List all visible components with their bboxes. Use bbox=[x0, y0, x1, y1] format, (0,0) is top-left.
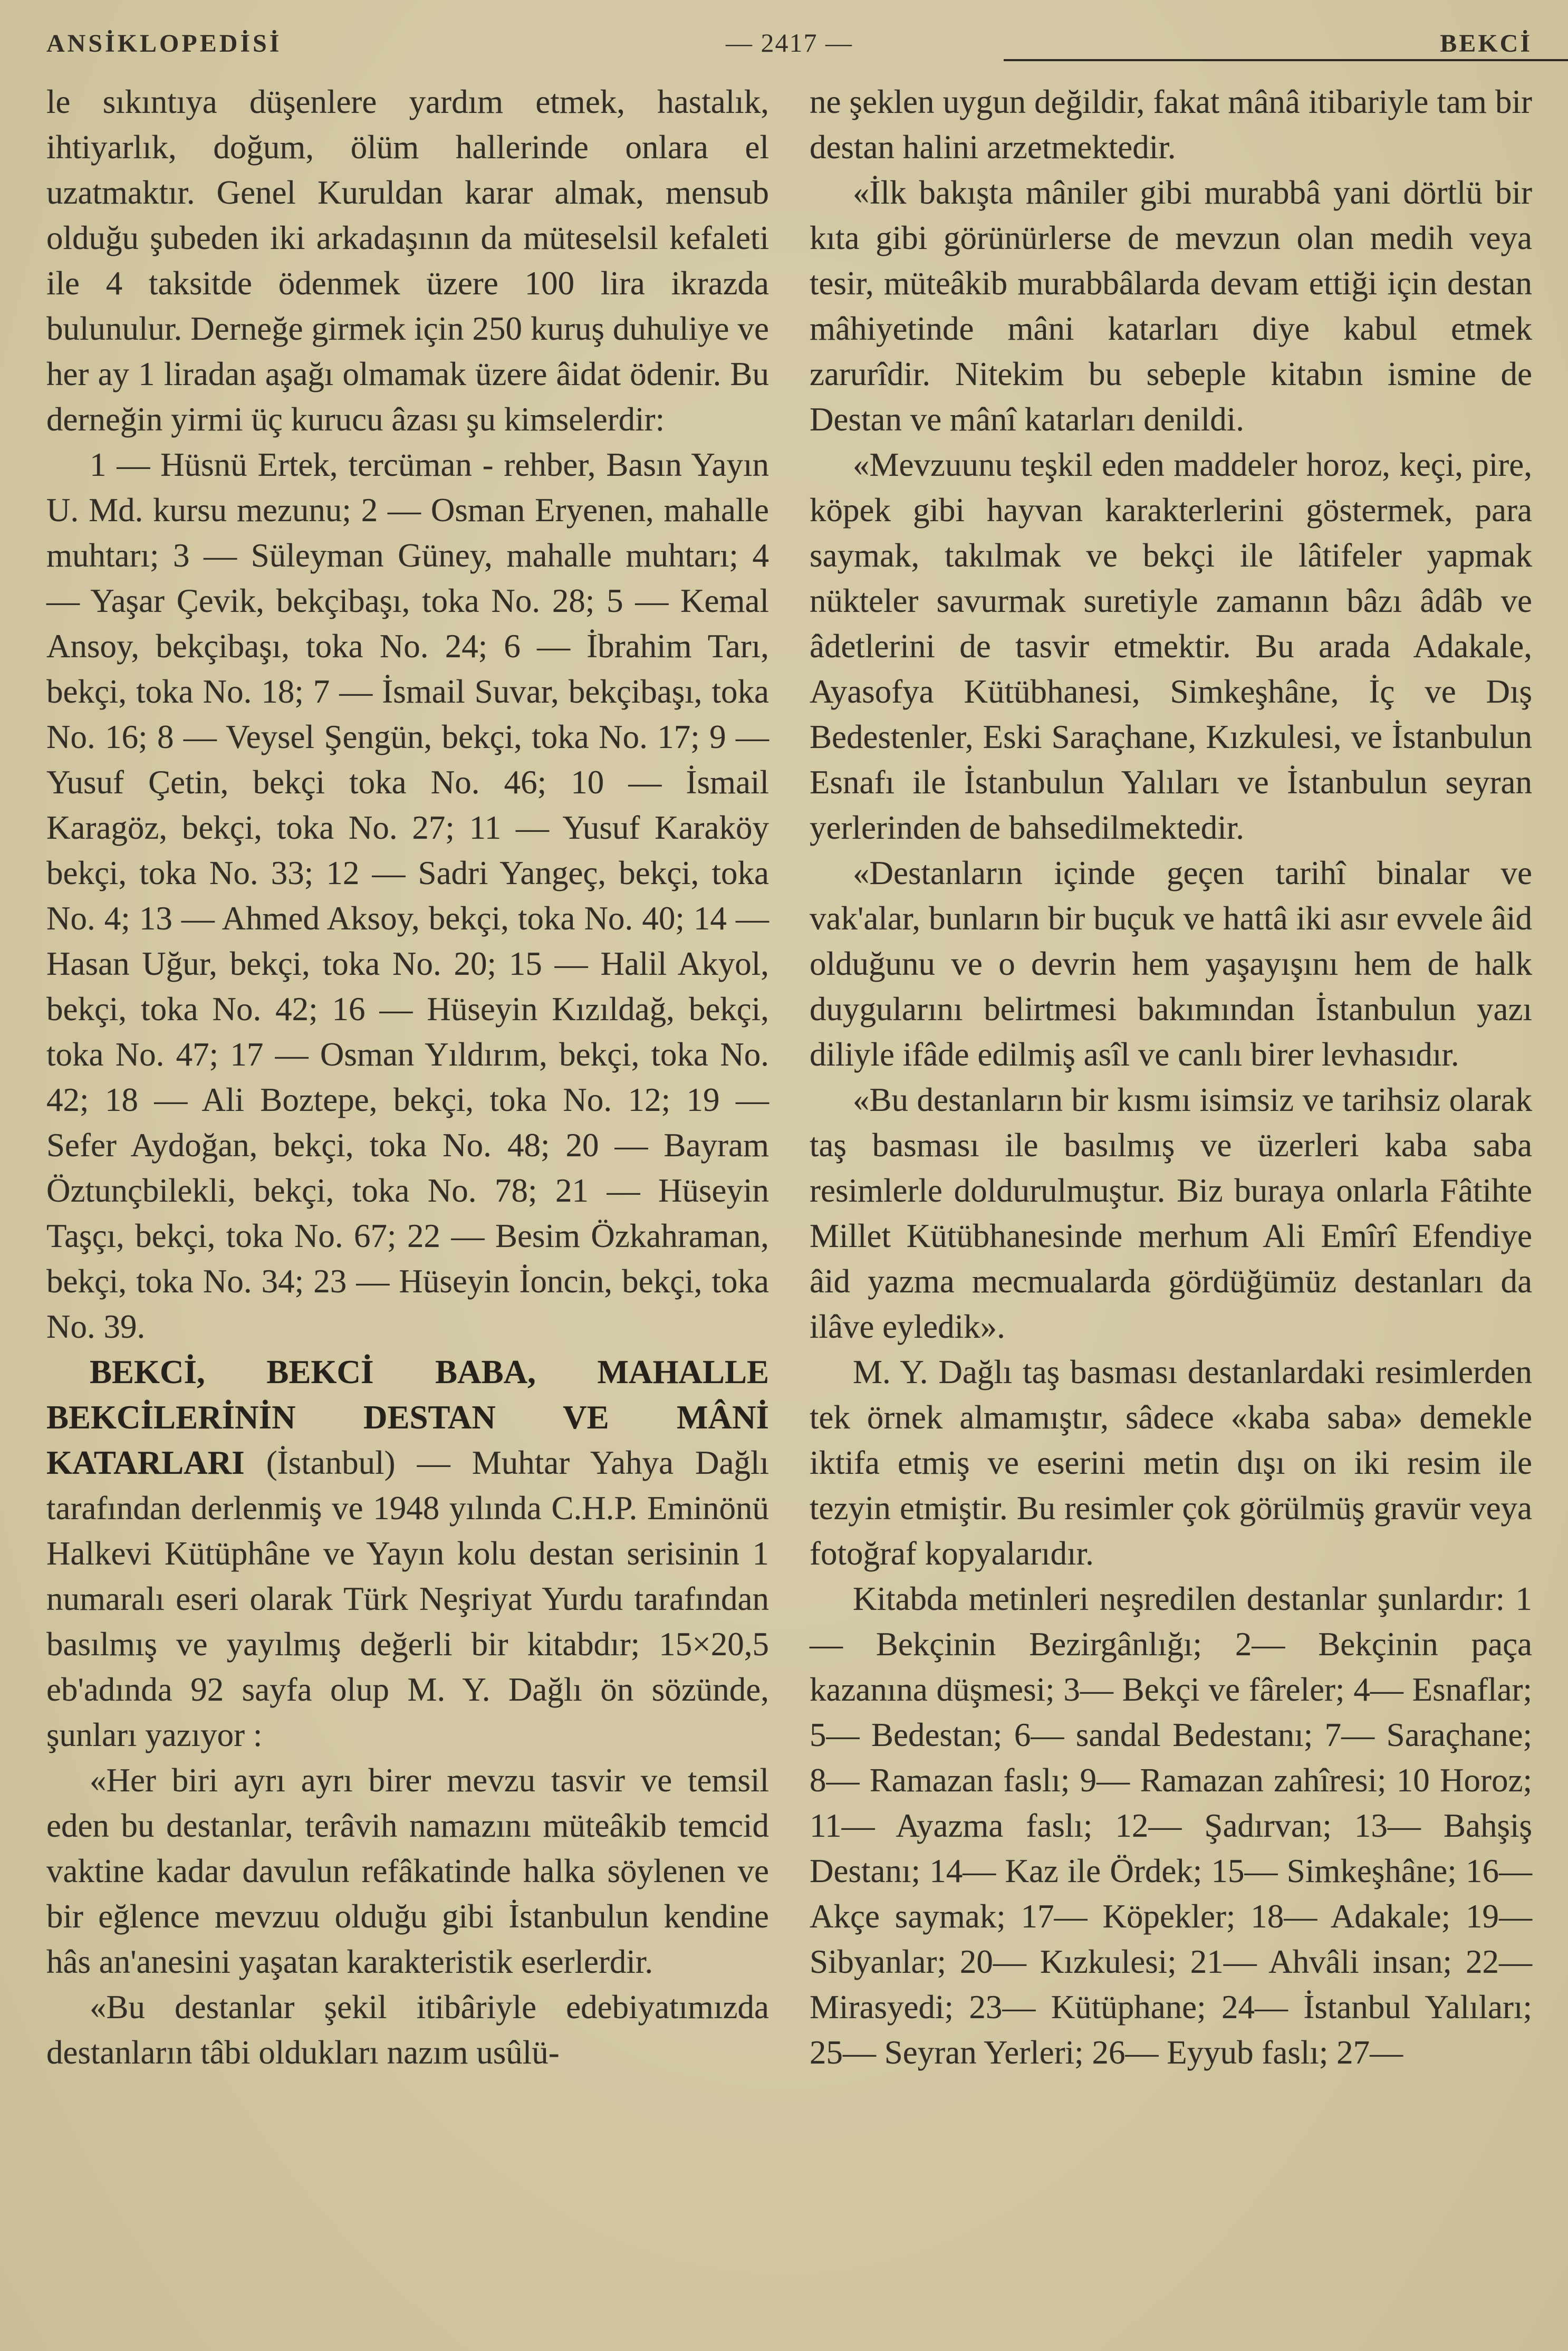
paragraph-text: «Mevzuunu teşkil eden maddeler horoz, keçi, pire, köpek gibi hayvan karakterlerini göstermek, para saymak, takılmak ve bekçi ile lâtifeler yapmak nükteler savurmak suretiyle zamanın bâzı âdâb ve âdetlerini de tasvir etmektir. Bu arada Adakale, Ayasofya Kütübhanesi, Simkeşhâne, İç ve Dış Bedestenler, Eski Saraçhane, Kızkulesi, ve İstanbulun Esnafı ile İstanbulun Yalıları ve İstanbulun seyran yerlerinden de bahsedilmektedir. bbox=[810, 446, 1532, 846]
paragraph-text: M. Y. Dağlı taş basması destanlardaki resimlerden tek örnek almamıştır, sâdece «kaba saba» demekle iktifa etmiş ve eserini metin dışı on iki resim ile tezyin etmiştir. Bu resimler çok görülmüş gravür veya fotoğraf kopyalarıdır. bbox=[810, 1354, 1532, 1572]
founders-list-paragraph bbox=[46, 442, 769, 1349]
quote-paragraph bbox=[810, 1077, 1532, 1349]
paragraph-text: «İlk bakışta mâniler gibi murabbâ yani dörtlü bir kıta gibi görünürlerse de mevzun olan medih veya tesir, müteâkib murabbâlarda devam ettiği için destan mâhiyetinde mâni katarları diye kabul etmek zarurîdir. Nitekim bu sebeple kitabın ismine de Destan ve mânî katarları denildi. bbox=[810, 174, 1532, 438]
paragraph-text: «Bu destanların bir kısmı isimsiz ve tarihsiz olarak taş basması ile basılmış ve üzerleri kaba saba resimlerle doldurulmuştur. Biz buraya onlarla Fâtihte Millet Kütübhanesinde merhum Ali Emîrî Efendiye âid yazma mecmualarda gördüğümüz destanları da ilâve eyledik». bbox=[810, 1081, 1532, 1345]
paragraph-text: (İstanbul) — Muhtar Yahya Dağlı tarafından derlenmiş ve 1948 yılında C.H.P. Eminönü Halkevi Kütüphâne ve Yayın kolu destan serisinin 1 numaralı eseri olarak Türk Neşriyat Yurdu tarafından basılmış ve yayılmış değerli bir kitabdır; 15×20,5 eb'adında 92 sayfa olup M. Y. Dağlı ön sözünde, şunları yazıyor : bbox=[46, 1444, 769, 1753]
paragraph-text: le sıkıntıya düşenlere yardım etmek, hastalık, ihtiyarlık, doğum, ölüm hallerinde onlara el uzatmaktır. Genel Kuruldan karar almak, mensub olduğu şubeden iki arkadaşının da müteselsil kefaleti ile 4 taksitde ödenmek üzere 100 lira ikrazda bulunulur. Derneğe girmek için 250 kuruş duhuliye ve her ay 1 liradan aşağı olmamak üzere âidat ödenir. Bu derneğin yirmi üç kurucu âzası şu kimselerdir: bbox=[46, 83, 769, 438]
quote-paragraph bbox=[810, 850, 1532, 1077]
running-title: ANSİKLOPEDİSİ bbox=[46, 30, 282, 57]
body-paragraph bbox=[810, 1349, 1532, 1576]
continuation-paragraph bbox=[46, 79, 769, 442]
paragraph-text: «Bu destanlar şekil itibâriyle edebiyatımızda destanların tâbi oldukları nazım usûlü- bbox=[46, 1989, 769, 2071]
right-column bbox=[810, 79, 1532, 2075]
quote-paragraph bbox=[46, 1984, 769, 2075]
quote-paragraph bbox=[46, 1758, 769, 1984]
article-heading-paragraph bbox=[46, 1349, 769, 1758]
destan-list-paragraph bbox=[810, 1576, 1532, 2075]
quote-paragraph bbox=[810, 170, 1532, 442]
paragraph-text: 1 — Hüsnü Ertek, tercüman - rehber, Basın Yayın U. Md. kursu mezunu; 2 — Osman Eryenen, mahalle muhtarı; 3 — Süleyman Güney, mahalle muhtarı; 4 — Yaşar Çevik, bekçibaşı, toka No. 28; 5 — Kemal Ansoy, bekçibaşı, toka No. 24; 6 — İbrahim Tarı, bekçi, toka No. 18; 7 — İsmail Suvar, bekçibaşı, toka No. 16; 8 — Veysel Şengün, bekçi, toka No. 17; 9 — Yusuf Çetin, bekçi toka No. 46; 10 — İsmail Karagöz, bekçi, toka No. 27; 11 — Yusuf Karaköy bekçi, toka No. 33; 12 — Sadri Yangeç, bekçi, toka No. 4; 13 — Ahmed Aksoy, bekçi, toka No. 40; 14 — Hasan Uğur, bekçi, toka No. 20; 15 — Halil Akyol, bekçi, toka No. 42; 16 — Hüseyin Kızıldağ, bekçi, toka No. 47; 17 — Osman Yıldırım, bekçi, toka No. 42; 18 — Ali Boztepe, bekçi, toka No. 12; 19 — Sefer Aydoğan, bekçi, toka No. 48; 20 — Bayram Öztunçbilekli, bekçi, toka No. 78; 21 — Hüseyin Taşçı, bekçi, toka No. 67; 22 — Besim Özkahraman, bekçi, toka No. 34; 23 — Hüseyin İoncin, bekçi, toka No. 39. bbox=[46, 446, 769, 1345]
page-header bbox=[46, 27, 1532, 58]
paragraph-text: ne şeklen uygun değildir, fakat mânâ itibariyle tam bir destan halini arzetmektedir. bbox=[810, 83, 1532, 166]
article-title-header: BEKCİ bbox=[1440, 30, 1532, 57]
paragraph-text: «Destanların içinde geçen tarihî binalar ve vak'alar, bunların bir buçuk ve hattâ iki asır evvele âid olduğunu ve o devrin hem yaşayışını hem de halk duygularını belirtmesi bakımından İstanbulun yazı diliyle ifâde edilmiş asîl ve canlı birer levhasıdır. bbox=[810, 855, 1532, 1073]
paragraph-text: «Her biri ayrı ayrı birer mevzu tasvir ve temsil eden bu destanlar, terâvih namazını müteâkib temcid vaktine kadar davulun refâkatinde halka söylenen ve bir eğlence mevzuu olduğu gibi İstanbulun kendine hâs an'anesini yaşatan karakteristik eserlerdir. bbox=[46, 1762, 769, 1980]
quote-paragraph bbox=[810, 442, 1532, 850]
text-columns bbox=[46, 79, 1532, 2075]
left-column bbox=[46, 79, 769, 2075]
paragraph-text: Kitabda metinleri neşredilen destanlar şunlardır: 1— Bekçinin Bezirgânlığı; 2— Bekçinin paça kazanına düşmesi; 3— Bekçi ve fâreler; 4— Esnaflar; 5— Bedestan; 6— sandal Bedestanı; 7— Saraçhane; 8— Ramazan faslı; 9— Ramazan zahîresi; 10 Horoz; 11— Ayazma faslı; 12— Şadırvan; 13— Bahşiş Destanı; 14— Kaz ile Ördek; 15— Simkeşhâne; 16— Akçe saymak; 17— Köpekler; 18— Adakale; 19— Sibyanlar; 20— Kızkulesi; 21— Ahvâli insan; 22— Mirasyedi; 23— Kütüphane; 24— İstanbul Yalıları; 25— Seyran Yerleri; 26— Eyyub faslı; 27— bbox=[810, 1580, 1532, 2071]
page-number: — 2417 — bbox=[726, 28, 853, 57]
header-rule bbox=[1004, 59, 1568, 61]
article-heading-text: BEKCİ, BEKCİ BABA, MAHALLE BEKCİLERİNİN DESTAN VE MÂNİ KATARLARI bbox=[46, 1354, 769, 1481]
continuation-paragraph bbox=[810, 79, 1532, 170]
